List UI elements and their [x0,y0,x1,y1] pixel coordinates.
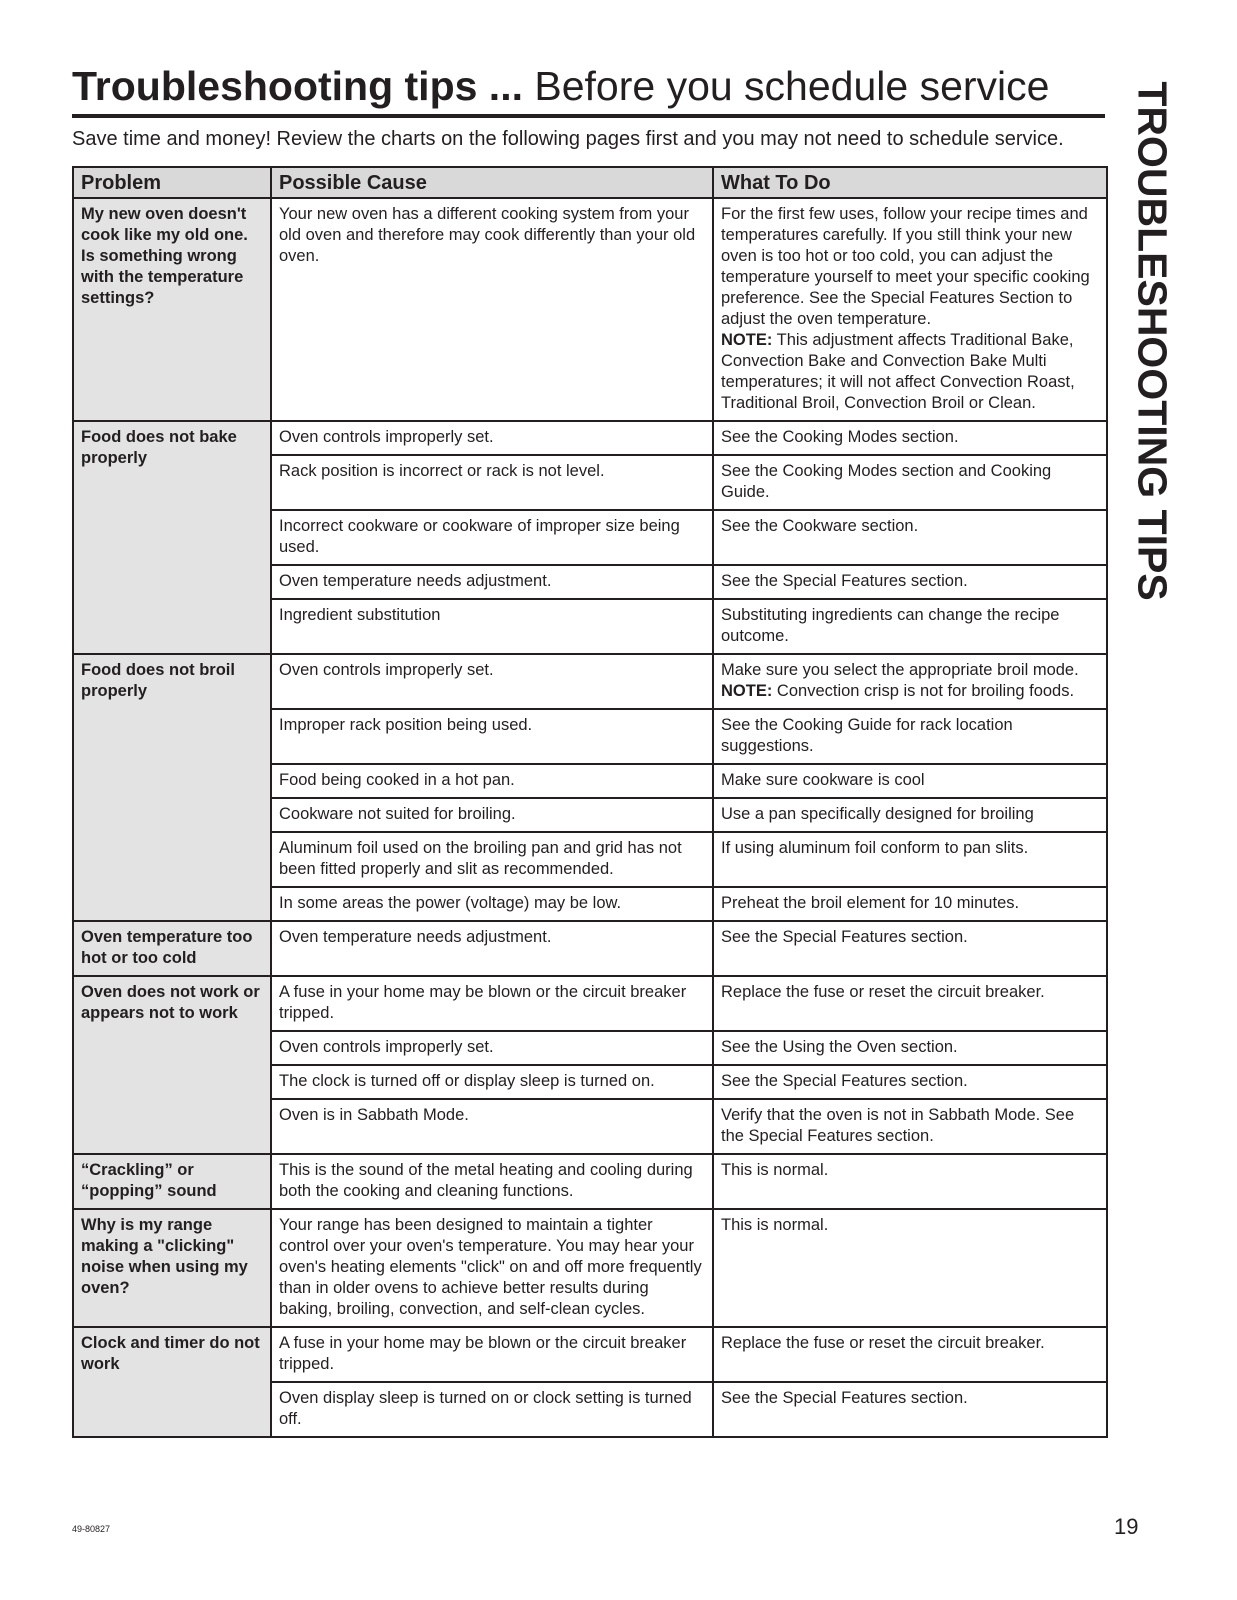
header-problem: Problem [73,167,271,198]
table-row [73,976,1107,1031]
page-title-bold: Troubleshooting tips ... [72,63,523,109]
todo-text: Verify that the oven is not in Sabbath Mode. See the Special Features section. [721,1106,1075,1145]
cause-cell: Oven temperature needs adjustment. [271,921,713,976]
troubleshooting-table [72,166,1108,1438]
problem-cell: Why is my range making a "clicking" noise when using my oven? [73,1209,271,1327]
todo-text: Make sure you select the appropriate broil mode. [721,661,1079,679]
note-label: NOTE: [721,682,773,700]
cause-cell: In some areas the power (voltage) may be low. [271,887,713,921]
todo-text: See the Cooking Guide for rack location suggestions. [721,716,1013,755]
todo-cell [713,599,1107,654]
cause-cell: The clock is turned off or display sleep is turned on. [271,1065,713,1099]
todo-text: See the Special Features section. [721,928,968,946]
todo-text: See the Cookware section. [721,517,919,535]
cause-cell: A fuse in your home may be blown or the circuit breaker tripped. [271,1327,713,1382]
cause-cell: Rack position is incorrect or rack is not level. [271,455,713,510]
todo-cell [713,976,1107,1031]
title-rule [72,114,1105,118]
todo-cell [713,1209,1107,1327]
page-title [72,62,1049,110]
todo-text: Substituting ingredients can change the recipe outcome. [721,606,1060,645]
cause-cell: Aluminum foil used on the broiling pan and grid has not been fitted properly and slit as recommended. [271,832,713,887]
note-label: NOTE: [721,331,773,349]
todo-text: Replace the fuse or reset the circuit breaker. [721,983,1045,1001]
todo-cell [713,565,1107,599]
cause-cell: Oven is in Sabbath Mode. [271,1099,713,1154]
todo-text: For the first few uses, follow your recipe times and temperatures carefully. If you still think your new oven is too hot or too cold, you can adjust the temperature yourself to meet your specific cooking preference. See the Special Features Section to adjust the oven temperature. [721,205,1090,328]
cause-cell: Oven controls improperly set. [271,1031,713,1065]
todo-cell [713,1154,1107,1209]
cause-cell: Oven temperature needs adjustment. [271,565,713,599]
cause-cell: Improper rack position being used. [271,709,713,764]
cause-cell: Ingredient substitution [271,599,713,654]
header-what-to-do: What To Do [713,167,1107,198]
cause-cell: Food being cooked in a hot pan. [271,764,713,798]
side-tab-label: TROUBLESHOOTING TIPS [1129,81,1176,601]
cause-cell: This is the sound of the metal heating and cooling during both the cooking and cleaning functions. [271,1154,713,1209]
todo-text: Use a pan specifically designed for broiling [721,805,1034,823]
todo-cell [713,764,1107,798]
page-title-regular: Before you schedule service [522,63,1050,109]
todo-cell [713,1327,1107,1382]
todo-cell [713,1382,1107,1437]
table-row [73,654,1107,709]
table-row [73,1327,1107,1382]
problem-cell: Oven does not work or appears not to work [73,976,271,1154]
cause-cell: Oven display sleep is turned on or clock setting is turned off. [271,1382,713,1437]
todo-cell [713,421,1107,455]
todo-text: This is normal. [721,1161,829,1179]
todo-cell [713,455,1107,510]
todo-cell [713,832,1107,887]
table-header-row [73,167,1107,198]
table-row [73,198,1107,421]
problem-cell: My new oven doesn't cook like my old one. Is something wrong with the temperature settings? [73,198,271,421]
cause-cell: Cookware not suited for broiling. [271,798,713,832]
table-row [73,1154,1107,1209]
todo-cell [713,198,1107,421]
cause-cell: Incorrect cookware or cookware of improper size being used. [271,510,713,565]
todo-cell [713,1099,1107,1154]
document-code: 49-80827 [72,1524,111,1534]
todo-cell [713,1065,1107,1099]
cause-cell: Your range has been designed to maintain a tighter control over your oven's temperature. You may hear your oven's heating elements "click" on and off more frequently than in older ovens to achieve better results during baking, broiling, convection, and self-clean cycles. [271,1209,713,1327]
todo-text: Replace the fuse or reset the circuit breaker. [721,1334,1045,1352]
note-text: This adjustment affects Traditional Bake, Convection Bake and Convection Bake Multi temperatures; it will not affect Convection Roast, Traditional Broil, Convection Broil or Clean. [721,331,1075,412]
todo-text: Preheat the broil element for 10 minutes. [721,894,1020,912]
problem-cell: Food does not broil properly [73,654,271,921]
todo-cell [713,921,1107,976]
cause-cell: A fuse in your home may be blown or the circuit breaker tripped. [271,976,713,1031]
side-tab [1128,76,1176,606]
problem-cell: “Crackling” or “popping” sound [73,1154,271,1209]
todo-text: Make sure cookware is cool [721,771,925,789]
todo-text: See the Cooking Modes section and Cooking Guide. [721,462,1052,501]
header-possible-cause: Possible Cause [271,167,713,198]
note-text: Convection crisp is not for broiling foods. [772,682,1075,700]
todo-cell [713,510,1107,565]
cause-cell: Oven controls improperly set. [271,421,713,455]
problem-cell: Oven temperature too hot or too cold [73,921,271,976]
table-row [73,921,1107,976]
todo-text: See the Cooking Modes section. [721,428,959,446]
todo-text: See the Using the Oven section. [721,1038,958,1056]
table-body [73,198,1107,1437]
todo-text: See the Special Features section. [721,1389,968,1407]
todo-cell [713,887,1107,921]
cause-cell: Oven controls improperly set. [271,654,713,709]
problem-cell: Clock and timer do not work [73,1327,271,1437]
table-row [73,1209,1107,1327]
table-row [73,421,1107,455]
problem-cell: Food does not bake properly [73,421,271,654]
todo-text: See the Special Features section. [721,572,968,590]
todo-text: This is normal. [721,1216,829,1234]
page-number: 19 [1114,1514,1139,1539]
todo-cell [713,798,1107,832]
page-subtitle: Save time and money! Review the charts on the following pages first and you may not need to schedule service. [72,128,1064,150]
todo-cell [713,1031,1107,1065]
todo-cell [713,709,1107,764]
cause-cell: Your new oven has a different cooking system from your old oven and therefore may cook differently than your old oven. [271,198,713,421]
todo-text: If using aluminum foil conform to pan slits. [721,839,1029,857]
todo-text: See the Special Features section. [721,1072,968,1090]
todo-cell [713,654,1107,709]
